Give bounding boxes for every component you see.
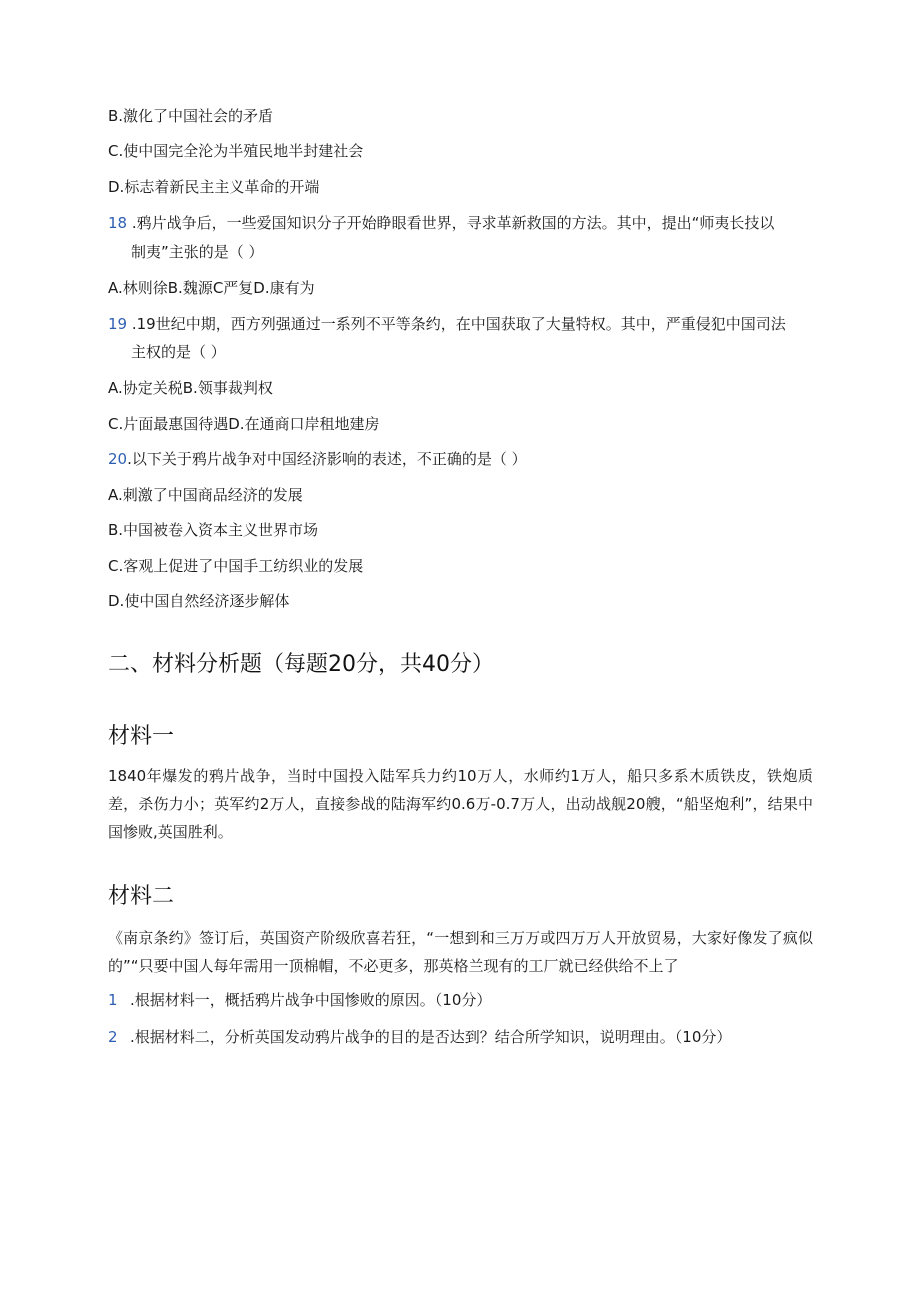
analysis-q2-text: .根据材料二，分析英国发动鸦片战争的目的是否达到？结合所学知识，说明理由。（10分） [130, 1028, 732, 1046]
analysis-q2-number: 2 [108, 1028, 118, 1046]
material-1-title: 材料一 [108, 724, 175, 749]
analysis-q1-text: .根据材料一，概括鸦片战争中国惨败的原因。（10分） [130, 991, 492, 1009]
q18-text: .鸦片战争后，一些爱国知识分子开始睁眼看世界，寻求革新救国的方法。其中，提出“师夷长技以 [127, 214, 775, 232]
q18-options: A.林则徐B.魏源C严复D.康有为 [108, 279, 315, 297]
material-2-title: 材料二 [108, 884, 175, 909]
q19-number: 19 [108, 315, 128, 333]
section-2-title: 二、材料分析题（每题20分，共40分） [108, 652, 494, 677]
q20-option-a: A.刺激了中国商品经济的发展 [108, 486, 303, 504]
q18-stem-line-2: 制夷”主张的是（ ） [131, 243, 264, 261]
analysis-q1-number: 1 [108, 991, 118, 1009]
q20-option-d: D.使中国自然经济逐步解体 [108, 592, 290, 610]
q20-number: 20 [108, 450, 128, 468]
q20-text: .以下关于鸦片战争对中国经济影响的表述，不正确的是（ ） [127, 450, 527, 468]
material-1-text: 1840年爆发的鸦片战争，当时中国投入陆军兵力约10万人，水师约1万人，船只多系木质铁皮，铁炮质差，杀伤力小；英军约2万人，直接参战的陆海军约0.6万-0.7万人，出动战舰20艘，“船坚炮利”，结果中国惨败,英国胜利。 [108, 767, 813, 841]
q18-number: 18 [108, 214, 128, 232]
q17-option-c: C.使中国完全沦为半殖民地半封建社会 [108, 142, 364, 160]
q19-options-1: A.协定关税B.领事裁判权 [108, 379, 273, 397]
q19-text: .19世纪中期，西方列强通过一系列不平等条约，在中国获取了大量特权。其中，严重侵犯中国司法 [127, 315, 786, 333]
analysis-question-2 [108, 1027, 731, 1047]
material-2-text: 《南京条约》签订后，英国资产阶级欣喜若狂，“一想到和三万万或四万万人开放贸易，大家好像发了疯似的”“只要中国人每年需用一顶棉帽，不必更多，那英格兰现有的工厂就已经供给不上了 [108, 929, 813, 975]
q20-stem [108, 449, 527, 469]
q20-option-c: C.客观上促进了中国手工纺织业的发展 [108, 557, 364, 575]
q18-stem-line-1 [108, 213, 774, 233]
q19-stem-line-2: 主权的是（ ） [131, 343, 226, 361]
q19-stem-line-1 [108, 314, 786, 334]
q19-options-2: C.片面最惠国待遇D.在通商口岸租地建房 [108, 415, 380, 433]
analysis-question-1 [108, 990, 491, 1010]
q17-option-d: D.标志着新民主主义革命的开端 [108, 178, 320, 196]
q17-option-b: B.激化了中国社会的矛盾 [108, 107, 274, 125]
q20-option-b: B.中国被卷入资本主义世界市场 [108, 521, 319, 539]
